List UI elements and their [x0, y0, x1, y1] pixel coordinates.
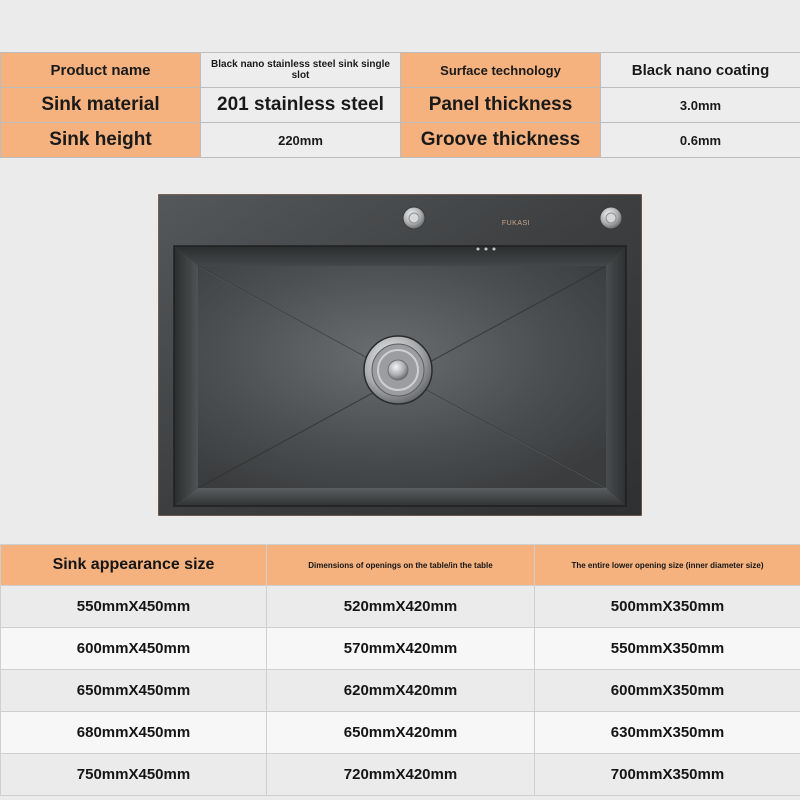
product-name-label: Product name	[1, 53, 201, 88]
lower-opening-cell: 630mmX350mm	[535, 712, 800, 754]
table-row	[1, 670, 800, 712]
table-opening-cell: 570mmX420mm	[267, 628, 535, 670]
spec-row-sink-material	[1, 88, 800, 123]
sink-front-wall	[174, 488, 626, 506]
sink-material-label: Sink material	[1, 88, 201, 123]
header-table-opening: Dimensions of openings on the table/in the table	[267, 545, 535, 586]
faucet-hole-right-inner	[606, 213, 616, 223]
sink-height-value: 220mm	[201, 123, 401, 158]
sink-right-wall	[606, 246, 626, 506]
table-row	[1, 628, 800, 670]
appearance-size-cell: 680mmX450mm	[1, 712, 267, 754]
table-row	[1, 586, 800, 628]
lower-opening-cell: 700mmX350mm	[535, 754, 800, 796]
spec-row-product-name	[1, 53, 800, 88]
faucet-hole-left-inner	[409, 213, 419, 223]
table-opening-cell: 520mmX420mm	[267, 586, 535, 628]
brand-mark: FUKASI	[501, 220, 531, 227]
overflow-dot	[477, 248, 480, 251]
groove-thickness-label: Groove thickness	[401, 123, 601, 158]
product-name-value: Black nano stainless steel sink single slot	[201, 53, 401, 88]
spec-table	[0, 52, 800, 158]
appearance-size-cell: 650mmX450mm	[1, 670, 267, 712]
sink-left-wall	[174, 246, 198, 506]
panel-thickness-value: 3.0mm	[601, 88, 800, 123]
table-row	[1, 712, 800, 754]
appearance-size-cell: 600mmX450mm	[1, 628, 267, 670]
lower-opening-cell: 500mmX350mm	[535, 586, 800, 628]
sink-material-value: 201 stainless steel	[201, 88, 401, 123]
lower-opening-cell: 600mmX350mm	[535, 670, 800, 712]
header-appearance-size: Sink appearance size	[1, 545, 267, 586]
sink-product-image	[158, 194, 642, 516]
drain-cap	[388, 360, 408, 380]
panel-thickness-label: Panel thickness	[401, 88, 601, 123]
table-row	[1, 754, 800, 796]
overflow-dot	[485, 248, 488, 251]
header-lower-opening: The entire lower opening size (inner diameter size)	[535, 545, 800, 586]
sink-height-label: Sink height	[1, 123, 201, 158]
groove-thickness-value: 0.6mm	[601, 123, 800, 158]
table-opening-cell: 620mmX420mm	[267, 670, 535, 712]
table-opening-cell: 720mmX420mm	[267, 754, 535, 796]
surface-technology-label: Surface technology	[401, 53, 601, 88]
appearance-size-cell: 750mmX450mm	[1, 754, 267, 796]
table-opening-cell: 650mmX420mm	[267, 712, 535, 754]
surface-technology-value: Black nano coating	[601, 53, 800, 88]
overflow-dot	[493, 248, 496, 251]
spec-row-sink-height	[1, 123, 800, 158]
lower-opening-cell: 550mmX350mm	[535, 628, 800, 670]
sink-illustration	[158, 194, 642, 516]
appearance-size-cell: 550mmX450mm	[1, 586, 267, 628]
sink-back-wall	[174, 246, 626, 266]
size-table	[0, 544, 800, 796]
size-table-header	[1, 545, 800, 586]
